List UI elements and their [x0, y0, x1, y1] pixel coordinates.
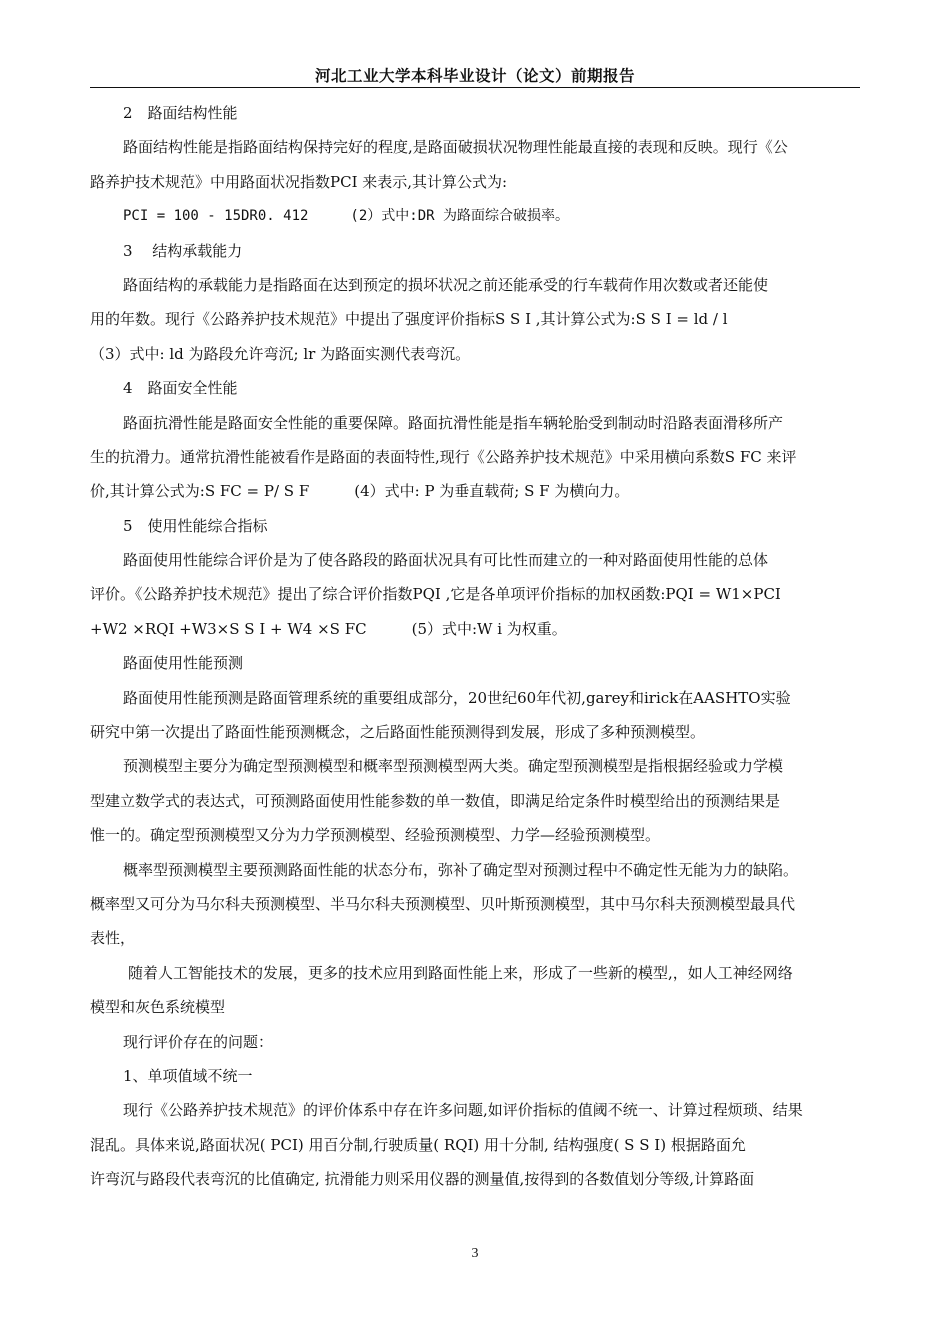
paragraph-line: 研究中第一次提出了路面性能预测概念，之后路面性能预测得到发展，形成了多种预测模型。 [90, 723, 706, 742]
paragraph-line: 模型和灰色系统模型 [90, 998, 226, 1017]
paragraph-line: 用的年数。现行《公路养护技术规范》中提出了强度评价指标S S I ,其计算公式为:S S I = ld / l [90, 310, 728, 329]
page-header: 河北工业大学本科毕业设计（论文）前期报告 [314, 67, 635, 85]
section-heading: 3 结构承载能力 [123, 241, 243, 260]
section-heading: 4 路面安全性能 [123, 379, 238, 398]
formula-line: （3）式中: ld 为路段允许弯沉; lr 为路面实测代表弯沉。 [90, 344, 471, 363]
paragraph-line: 随着人工智能技术的发展，更多的技术应用到路面性能上来，形成了一些新的模型,，如人工神经网络 [128, 963, 793, 982]
paragraph-line: 表性， [90, 929, 136, 948]
paragraph-line: 路面结构的承载能力是指路面在达到预定的损坏状况之前还能承受的行车载荷作用次数或者还能使 [123, 275, 769, 294]
body-text [90, 96, 865, 1197]
formula-line: +W2 ×RQI +W3×S S I + W4 ×S FC (5）式中:W i 为权重。 [90, 619, 567, 638]
paragraph-line: 现行《公路养护技术规范》的评价体系中存在许多问题,如评价指标的值阈不统一、计算过程烦琐、结果 [123, 1101, 803, 1120]
section-heading: 5 使用性能综合指标 [123, 516, 268, 535]
header-rule [90, 87, 860, 88]
paragraph-line: 许弯沉与路段代表弯沉的比值确定, 抗滑能力则采用仪器的测量值,按得到的各数值划分等级,计算路面 [90, 1170, 755, 1189]
section-heading: 2 路面结构性能 [123, 104, 238, 122]
paragraph-line: 概率型又可分为马尔科夫预测模型、半马尔科夫预测模型、贝叶斯预测模型，其中马尔科夫预测模型最具代 [90, 894, 796, 913]
paragraph-line: 概率型预测模型主要预测路面性能的状态分布，弥补了确定型对预测过程中不确定性无能为力的缺陷。 [123, 860, 799, 879]
paragraph-line: 路面使用性能预测是路面管理系统的重要组成部分，20世纪60年代初,garey和irick在AASHTO实验 [123, 688, 791, 707]
paragraph-line: 评价。《公路养护技术规范》提出了综合评价指数PQI ,它是各单项评价指标的加权函数:PQI = W1×PCI [90, 585, 781, 604]
paragraph-line: 路养护技术规范》中用路面状况指数PCI 来表示,其计算公式为: [90, 172, 508, 191]
section-heading: 路面使用性能预测 [123, 654, 244, 673]
section-heading: 1、单项值域不统一 [123, 1066, 253, 1085]
section-heading: 现行评价存在的问题： [123, 1032, 274, 1051]
paragraph-line: 路面使用性能综合评价是为了使各路段的路面状况具有可比性而建立的一种对路面使用性能的总体 [123, 551, 769, 570]
formula-line: 价,其计算公式为:S FC = P/ S F (4）式中: P 为垂直载荷; S F 为横向力。 [90, 482, 630, 501]
paragraph-line: 混乱。具体来说,路面状况( PCI) 用百分制,行驶质量( RQI) 用十分制, 结构强度( S S I) 根据路面允 [90, 1135, 746, 1154]
paragraph-line: 型建立数学式的表达式，可预测路面使用性能参数的单一数值，即满足给定条件时模型给出的预测结果是 [90, 791, 781, 810]
paragraph-line: 路面结构性能是指路面结构保持完好的程度,是路面破损状况物理性能最直接的表现和反映。现行《公 [123, 138, 788, 157]
page-number: 3 [471, 1246, 479, 1261]
paragraph-line: 生的抗滑力。通常抗滑性能被看作是路面的表面特性,现行《公路养护技术规范》中采用横向系数S FC 来评 [90, 447, 797, 466]
paragraph-line: 路面抗滑性能是路面安全性能的重要保障。路面抗滑性能是指车辆轮胎受到制动时沿路表面滑移所产 [123, 413, 784, 432]
formula-line: PCI = 100 - 15DR0. 412 (2）式中:DR 为路面综合破损率。 [123, 208, 570, 225]
paragraph-line: 惟一的。确定型预测模型又分为力学预测模型、经验预测模型、力学—经验预测模型。 [90, 826, 661, 845]
paragraph-line: 预测模型主要分为确定型预测模型和概率型预测模型两大类。确定型预测模型是指根据经验或力学模 [123, 757, 784, 776]
